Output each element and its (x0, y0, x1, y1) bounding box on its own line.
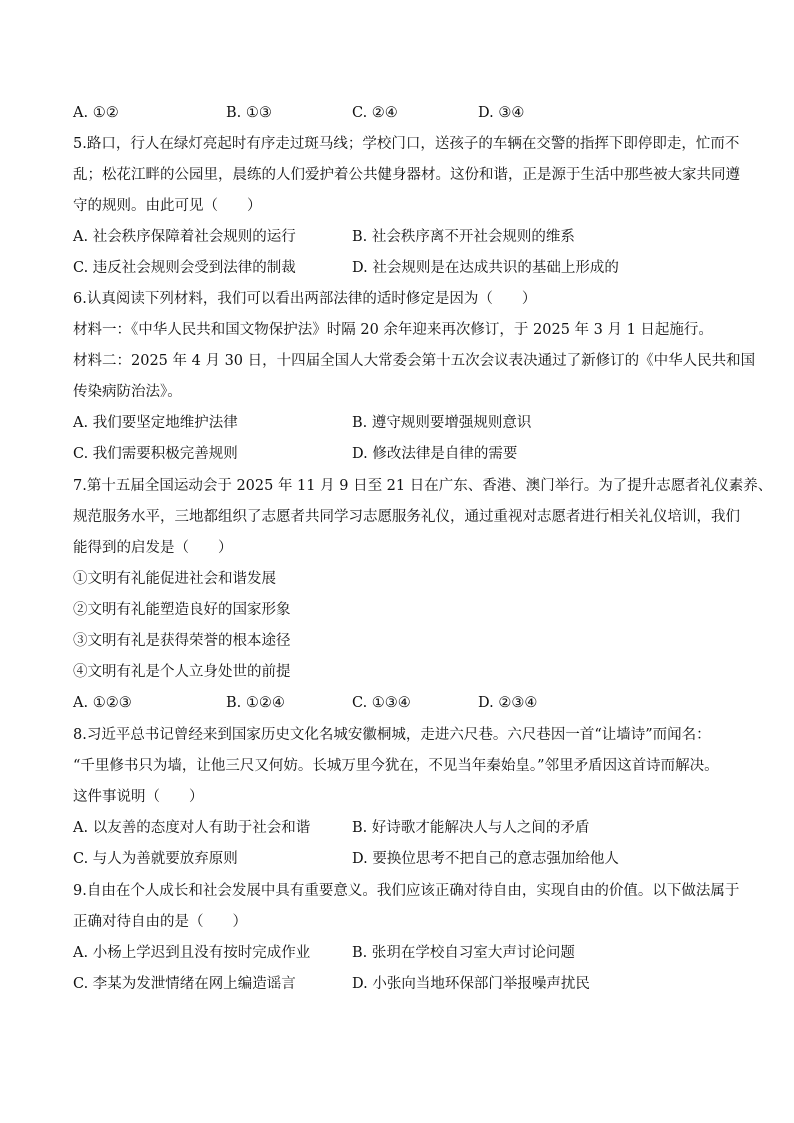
q8-stem-line-1: 8.习近平总书记曾经来到国家历史文化名城安徽桐城，走进六尺巷。六尺巷因一首“让墙诗”而闻名： (73, 727, 711, 743)
q7-stem-line-1: 7.第十五届全国运动会于 2025 年 11 月 9 日至 21 日在广东、香港、澳门举行。为了提升志愿者礼仪素养、 (73, 478, 773, 494)
q4-option-c: C. ②④ (352, 105, 398, 121)
q8-option-b: B. 好诗歌才能解决人与人之间的矛盾 (352, 820, 590, 836)
q6-material-2-line-2: 传染病防治法》。 (73, 384, 182, 400)
q8-option-c: C. 与人为善就要放弃原则 (73, 851, 238, 867)
q6-option-a: A. 我们要坚定地维护法律 (73, 415, 238, 431)
q6-material-1: 材料一：《中华人民共和国文物保护法》时隔 20 余年迎来再次修订，于 2025 年 3 月 1 日起施行。 (73, 322, 713, 338)
q6-option-c: C. 我们需要积极完善规则 (73, 446, 238, 462)
q4-option-d: D. ③④ (478, 105, 525, 121)
q8-option-d: D. 要换位思考不把自己的意志强加给他人 (352, 851, 619, 867)
q8-stem-line-2: “千里修书只为墙，让他三尺又何妨。长城万里今犹在，不见当年秦始皇。”邻里矛盾因这首诗而解决。 (73, 758, 719, 774)
q7-stem-line-2: 规范服务水平，三地都组织了志愿者共同学习志愿服务礼仪，通过重视对志愿者进行相关礼仪培训，我们 (73, 509, 740, 525)
q9-stem-line-2: 正确对待自由的是（ ） (73, 914, 247, 930)
q5-stem-line-2: 乱；松花江畔的公园里，晨练的人们爱护着公共健身器材。这份和谐，正是源于生活中那些被大家共同遵 (73, 167, 740, 183)
q9-stem-line-1: 9.自由在个人成长和社会发展中具有重要意义。我们应该正确对待自由，实现自由的价值。以下做法属于 (73, 883, 740, 899)
q7-statement-4: ④文明有礼是个人立身处世的前提 (73, 664, 291, 680)
q9-option-a: A. 小杨上学迟到且没有按时完成作业 (73, 945, 311, 961)
q4-option-b: B. ①③ (226, 105, 272, 121)
q8-stem-line-3: 这件事说明（ ） (73, 789, 204, 805)
q7-option-a: A. ①②③ (73, 695, 132, 711)
q5-stem-line-3: 守的规则。由此可见（ ） (73, 198, 262, 214)
q6-stem-line-1: 6.认真阅读下列材料，我们可以看出两部法律的适时修定是因为（ ） (73, 291, 537, 307)
q5-option-b: B. 社会秩序离不开社会规则的维系 (352, 229, 575, 245)
q7-option-d: D. ②③④ (478, 695, 538, 711)
q5-option-d: D. 社会规则是在达成共识的基础上形成的 (352, 260, 619, 276)
q7-statement-1: ①文明有礼能促进社会和谐发展 (73, 571, 276, 587)
q7-option-c: C. ①③④ (352, 695, 411, 711)
q9-option-d: D. 小张向当地环保部门举报噪声扰民 (352, 976, 590, 992)
q7-statement-3: ③文明有礼是获得荣誉的根本途径 (73, 633, 291, 649)
q6-option-d: D. 修改法律是自律的需要 (352, 446, 518, 462)
q9-option-b: B. 张玥在学校自习室大声讨论问题 (352, 945, 575, 961)
q5-option-a: A. 社会秩序保障着社会规则的运行 (73, 229, 296, 245)
q5-stem-line-1: 5.路口，行人在绿灯亮起时有序走过斑马线；学校门口，送孩子的车辆在交警的指挥下即停即走，忙而不 (73, 136, 740, 152)
q9-option-c: C. 李某为发泄情绪在网上编造谣言 (73, 976, 296, 992)
q7-stem-line-3: 能得到的启发是（ ） (73, 540, 233, 556)
q5-option-c: C. 违反社会规则会受到法律的制裁 (73, 260, 296, 276)
q6-option-b: B. 遵守规则要增强规则意识 (352, 415, 532, 431)
q8-option-a: A. 以友善的态度对人有助于社会和谐 (73, 820, 311, 836)
q6-material-2-line-1: 材料二：2025 年 4 月 30 日，十四届全国人大常委会第十五次会议表决通过了新修订的《中华人民共和国 (73, 353, 756, 369)
q7-option-b: B. ①②④ (226, 695, 285, 711)
q7-statement-2: ②文明有礼能塑造良好的国家形象 (73, 602, 291, 618)
q4-option-a: A. ①② (73, 105, 119, 121)
